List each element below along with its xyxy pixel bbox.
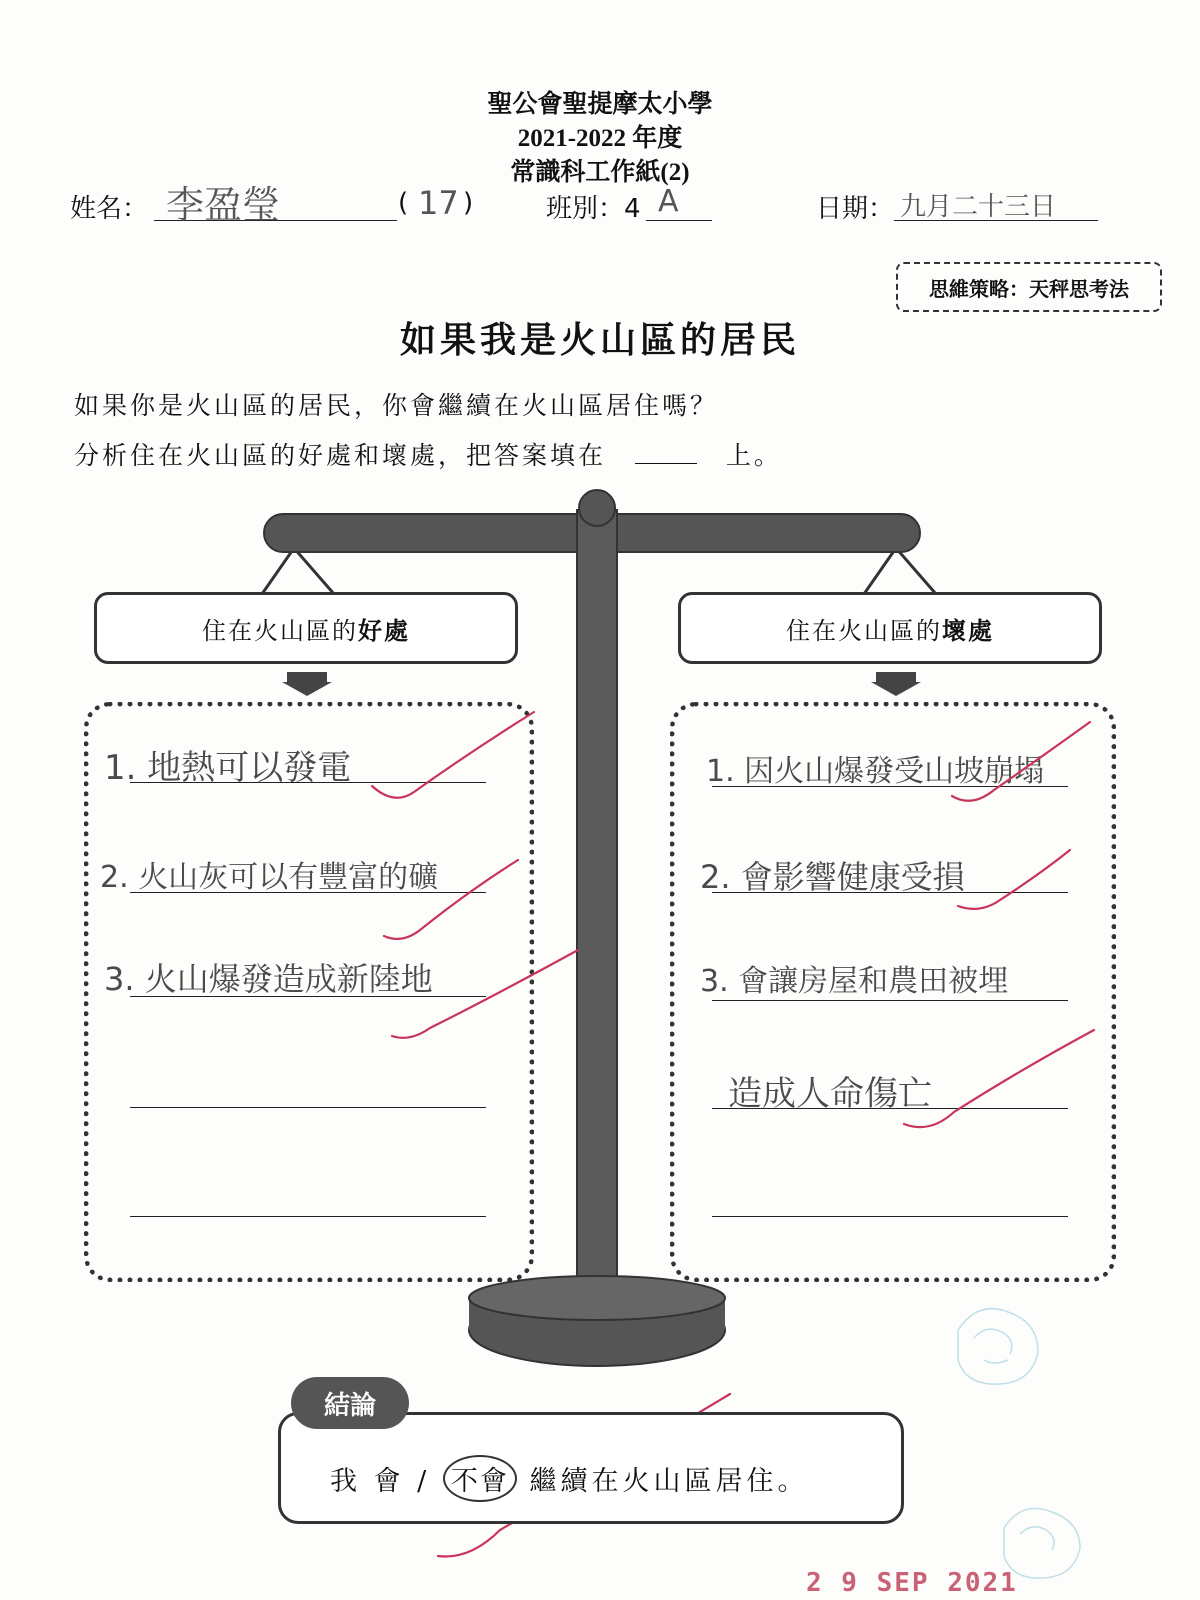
check-mark-pros-3: [392, 950, 578, 1038]
pros-answer-3: 3. 火山爆發造成新陸地: [104, 960, 433, 998]
conclusion-option-will[interactable]: 我 會 /: [330, 1466, 431, 1497]
question-line-1: 如果你是火山區的居民，你會繼續在火山區居住嗎？: [74, 391, 719, 420]
check-mark-pros-2: [384, 860, 518, 939]
pros-answer-2: 2. 火山灰可以有豐富的礦: [100, 860, 439, 895]
question-line-2a: 分析住在火山區的好處和壞處，把答案填在: [74, 441, 607, 470]
name-value: 李盈瑩: [166, 183, 281, 227]
cons-answer-1: 1. 因火山爆發受山坡崩塌: [706, 754, 1045, 789]
check-mark-pros-1: [372, 712, 534, 798]
date-value: 九月二十三日: [900, 192, 1057, 222]
conclusion-tag-text: 結論: [323, 1390, 376, 1421]
check-mark-cons-2: [958, 850, 1070, 909]
date-label: 日期：: [816, 194, 895, 224]
class-label: 班別：4: [546, 194, 641, 224]
pros-heading: 住在火山區的: [202, 616, 358, 645]
cons-answer-3: 3. 會讓房屋和農田被埋: [700, 964, 1009, 999]
cons-answer-2: 2. 會影響健康受損: [700, 858, 965, 896]
pros-heading-bold: 好處: [358, 616, 410, 645]
cons-heading-bold: 壞處: [942, 616, 994, 645]
number-close: ): [463, 188, 474, 218]
conclusion-text: [330, 1455, 808, 1502]
school-year: 2021-2022 年度: [517, 125, 683, 152]
worksheet-title: 常識科工作紙(2): [510, 159, 690, 186]
cons-answer-4: 造成人命傷亡: [728, 1074, 932, 1114]
name-label: 姓名：: [70, 194, 149, 224]
number-value[interactable]: 17: [418, 184, 459, 222]
number-open: (: [398, 188, 409, 218]
check-mark-cons-1: [952, 722, 1090, 801]
question-line-2b: 上。: [725, 441, 782, 470]
cons-heading: 住在火山區的: [786, 616, 942, 645]
page-title: 如果我是火山區的居民: [399, 319, 800, 361]
received-date-stamp: 2 9 SEP 2021: [806, 1568, 1018, 1598]
conclusion-sentence: 繼續在火山區居住。: [529, 1466, 809, 1497]
strategy-text: 思維策略：天秤思考法: [929, 276, 1129, 301]
class-value: A: [658, 184, 679, 219]
check-mark-cons-3: [904, 1030, 1094, 1127]
faint-stamp-top: [940, 1290, 1060, 1400]
pros-answer-1: 1. 地熱可以發電: [104, 748, 352, 788]
school-name: 聖公會聖提摩太小學: [487, 91, 713, 118]
conclusion-tag: [291, 1377, 409, 1429]
conclusion-option-will-not[interactable]: 不會: [443, 1455, 517, 1502]
